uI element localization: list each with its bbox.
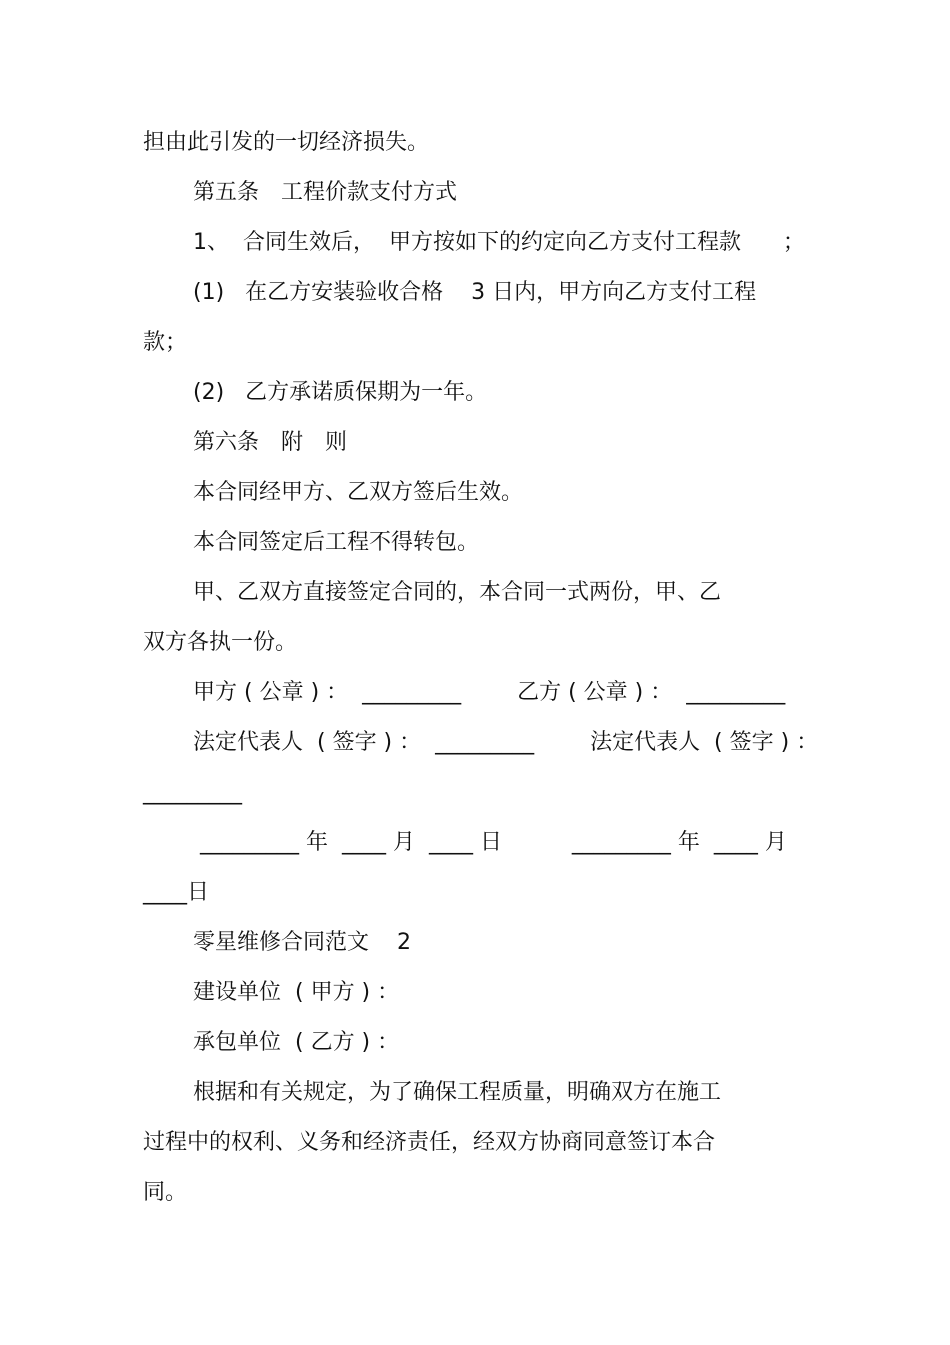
body-text-line: 1、 合同生效后， 甲方按如下的约定向乙方支付工程款 ； — [193, 230, 805, 255]
body-text-line: 过程中的权利、义务和经济责任，经双方协商同意签订本合 — [143, 1130, 716, 1155]
body-text-line: (2) 乙方承诺质保期为一年。 — [193, 380, 488, 405]
party-a-line: 建设单位 ( 甲方 ) ： — [193, 980, 400, 1005]
body-text-line: 同。 — [143, 1180, 188, 1205]
body-text-line: 本合同经甲方、乙双方签后生效。 — [193, 480, 524, 505]
body-text-line: (1) 在乙方安装验收合格 3 日内，甲方向乙方支付工程 — [193, 280, 757, 305]
section-heading: 第五条 工程价款支付方式 — [193, 180, 458, 205]
body-text-line: 根据和有关规定，为了确保工程质量，明确双方在施工 — [193, 1080, 722, 1105]
signature-seal-line: 甲方 ( 公章 ) ： _________ 乙方 ( 公章 ) ： _________ — [193, 680, 786, 705]
body-text-line: 甲、乙双方直接签定合同的，本合同一式两份，甲、乙 — [193, 580, 722, 605]
signature-representative-line: 法定代表人 ( 签字 ) ： _________ 法定代表人 ( 签字 ) ： — [193, 730, 819, 755]
date-line: _________ 年 ____ 月 ____ 日 _________ 年 ____ 月 — [193, 830, 787, 855]
party-b-line: 承包单位 ( 乙方 ) ： — [193, 1030, 400, 1055]
date-line: ____日 — [143, 880, 210, 905]
body-text-line: 款； — [143, 330, 188, 355]
body-text-line: 本合同签定后工程不得转包。 — [193, 530, 480, 555]
section-heading: 第六条 附 则 — [193, 430, 348, 455]
signature-blank-line: _________ — [143, 780, 242, 805]
body-text-line: 双方各执一份。 — [143, 630, 298, 655]
body-text-line: 担由此引发的一切经济损失。 — [143, 130, 430, 155]
document-title: 零星维修合同范文 2 — [193, 930, 411, 955]
